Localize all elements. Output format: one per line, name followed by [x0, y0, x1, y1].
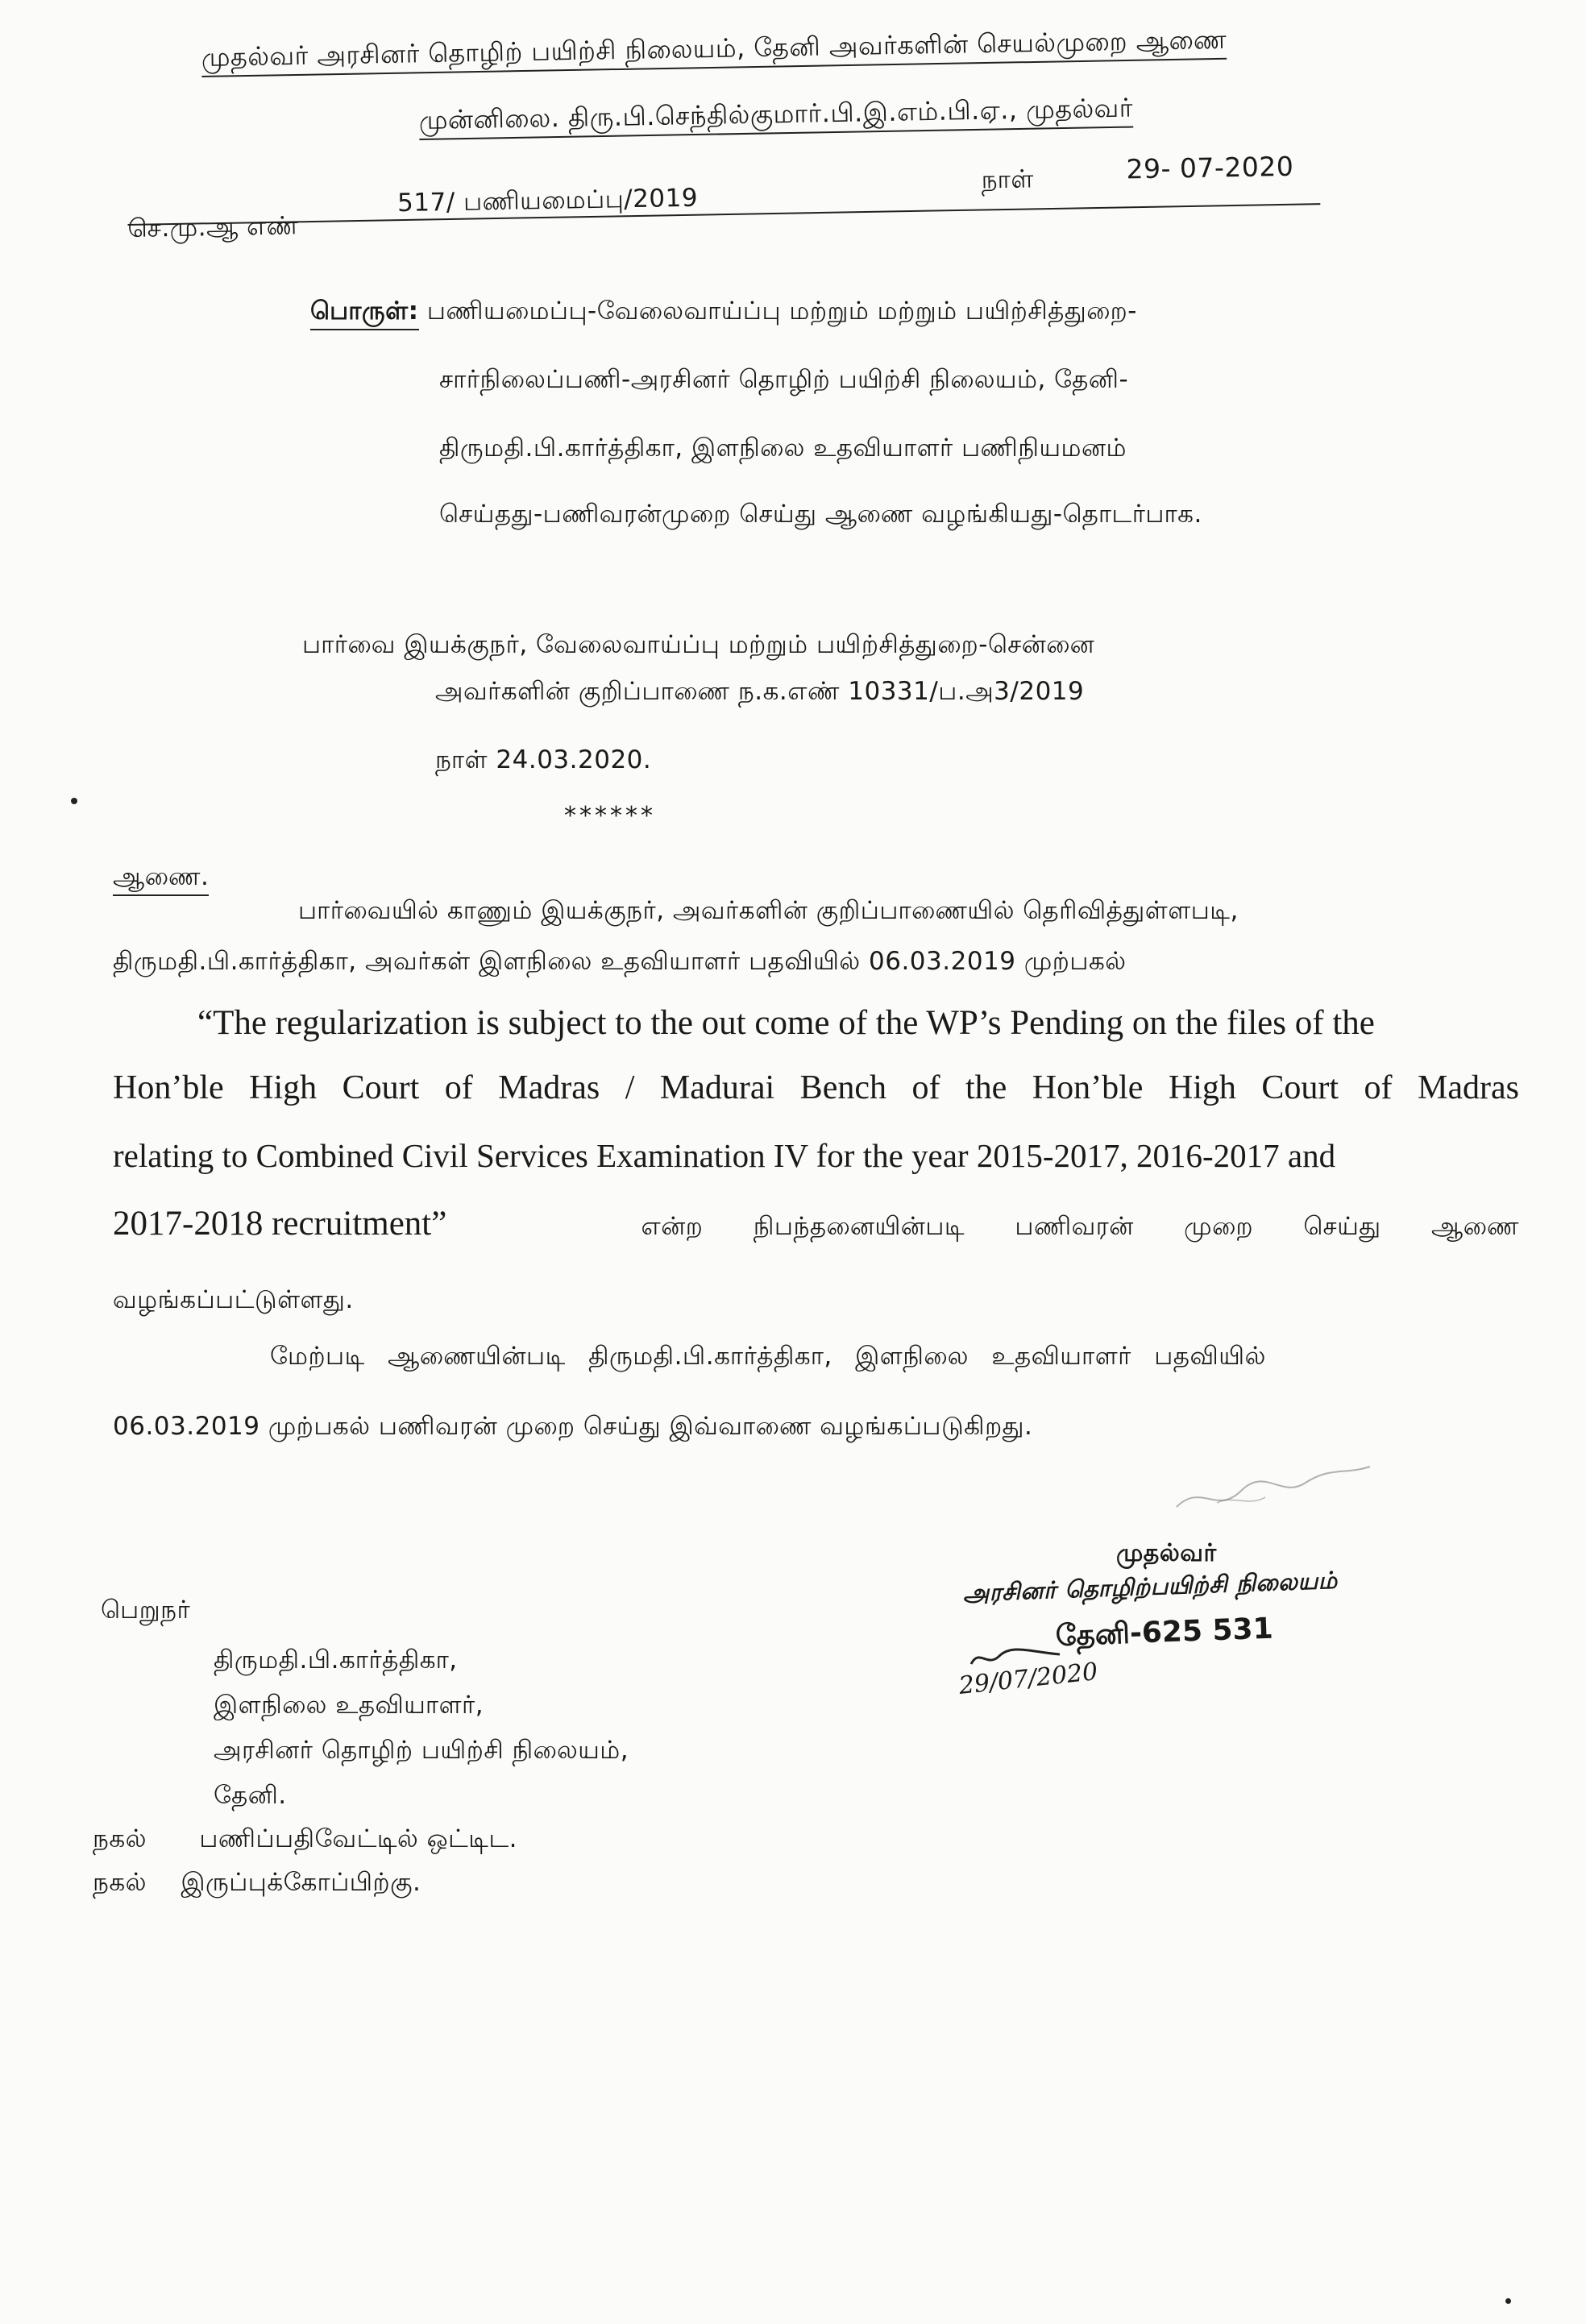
recipient-label: பெறுநர் — [101, 1596, 191, 1625]
order-heading: ஆணை. — [113, 862, 209, 894]
header-line-1: முதல்வர் அரசினர் தொழிற் பயிற்சி நிலையம், தேனி அவர்களின் செயல்முறை ஆணை — [201, 19, 1491, 76]
english-line-1: “The regularization is subject to the out come of the WP’s Pending on the files of the — [197, 1004, 1375, 1042]
english-line-5: வழங்கப்பட்டுள்ளது. — [113, 1285, 354, 1314]
copy-2-text: இருப்புக்கோப்பிற்கு. — [181, 1868, 421, 1897]
signature-place: தேனி-625 531 — [1055, 1612, 1274, 1653]
signature-title: முதல்வர் — [1116, 1539, 1217, 1567]
copy-1 — [93, 1824, 517, 1857]
subject-line-3: திருமதி.பி.கார்த்திகா, இளநிலை உதவியாளர் பணிநியமனம் — [439, 434, 1127, 463]
order-para2-line1: மேற்படி ஆணையின்படி திருமதி.பி.கார்த்திகா, இளநிலை உதவியாளர் பதவியில் — [270, 1342, 1266, 1371]
signature-scribble — [1169, 1459, 1378, 1523]
separator-stars: ****** — [564, 802, 656, 830]
copy-1-text: பணிப்பதிவேட்டில் ஒட்டிட. — [199, 1824, 517, 1853]
copy-2 — [93, 1868, 421, 1900]
subject-line-4: செய்தது-பணிவரன்முறை செய்து ஆணை வழங்கியது-தொடர்பாக. — [439, 500, 1202, 529]
order-para1-line1: பார்வையில் காணும் இயக்குநர், அவர்களின் குறிப்பாணையில் தெரிவித்துள்ளபடி, — [298, 896, 1239, 925]
english-line-4: 2017-2018 recruitment” என்ற நிபந்தனையின்படி பணிவரன் முறை செய்து ஆணை — [113, 1205, 1519, 1243]
stray-dot-1 — [71, 798, 77, 804]
signature-office: அரசினர் தொழிற்பயிற்சி நிலையம் — [962, 1566, 1339, 1607]
subject-label: பொருள்: — [310, 297, 419, 330]
subject-line-1: பொருள்: பணியமைப்பு-வேலைவாய்ப்பு மற்றும் மற்றும் பயிற்சித்துறை- — [310, 297, 1137, 329]
recipient-line-1: திருமதி.பி.கார்த்திகா, — [214, 1645, 458, 1675]
reference-line — [127, 150, 1320, 243]
order-para2-line2: 06.03.2019 முற்பகல் பணிவரன் முறை செய்து இவ்வாணை வழங்கப்படுகிறது. — [113, 1412, 1033, 1441]
reference-date: 29- 07-2020 — [1126, 150, 1294, 185]
ref-note-line-3: நாள் 24.03.2020. — [435, 745, 652, 774]
reference-date-label: நாள் — [981, 164, 1035, 195]
signature-date-handwritten: 29/07/2020 — [957, 1658, 1099, 1700]
recipient-line-2: இளநிலை உதவியாளர், — [214, 1691, 484, 1720]
reference-label: செ.மு.ஆ எண் — [127, 211, 300, 243]
ref-note-line-2: அவர்களின் குறிப்பாணை ந.க.எண் 10331/ப.அ3/2019 — [435, 677, 1085, 706]
copy-2-label: நகல் — [93, 1868, 147, 1897]
english-line-3: relating to Combined Civil Services Examination IV for the year 2015-2017, 2016-2017 and — [113, 1137, 1336, 1174]
ref-note-line-1: பார்வை இயக்குநர், வேலைவாய்ப்பு மற்றும் பயிற்சித்துறை-சென்னை — [302, 630, 1095, 659]
copy-1-label: நகல் — [93, 1824, 147, 1853]
recipient-line-3: அரசினர் தொழிற் பயிற்சி நிலையம், — [214, 1736, 629, 1765]
recipient-line-4: தேனி. — [214, 1781, 287, 1810]
reference-number: 517/ பணியமைப்பு/2019 — [396, 183, 699, 218]
order-para1-line2: திருமதி.பி.கார்த்திகா, அவர்கள் இளநிலை உதவியாளர் பதவியில் 06.03.2019 முற்பகல் — [113, 947, 1127, 976]
stray-dot-2 — [1505, 2298, 1511, 2304]
header-line-2: முன்னிலை. திரு.பி.செந்தில்குமார்.பி.இ.எம்.பி.ஏ., முதல்வர் — [419, 93, 1134, 139]
subject-line-2: சார்நிலைப்பணி-அரசினர் தொழிற் பயிற்சி நிலையம், தேனி- — [439, 365, 1129, 394]
english-line-2: Hon’ble High Court of Madras / Madurai Bench of the Hon’ble High Court of Madras — [113, 1069, 1519, 1106]
